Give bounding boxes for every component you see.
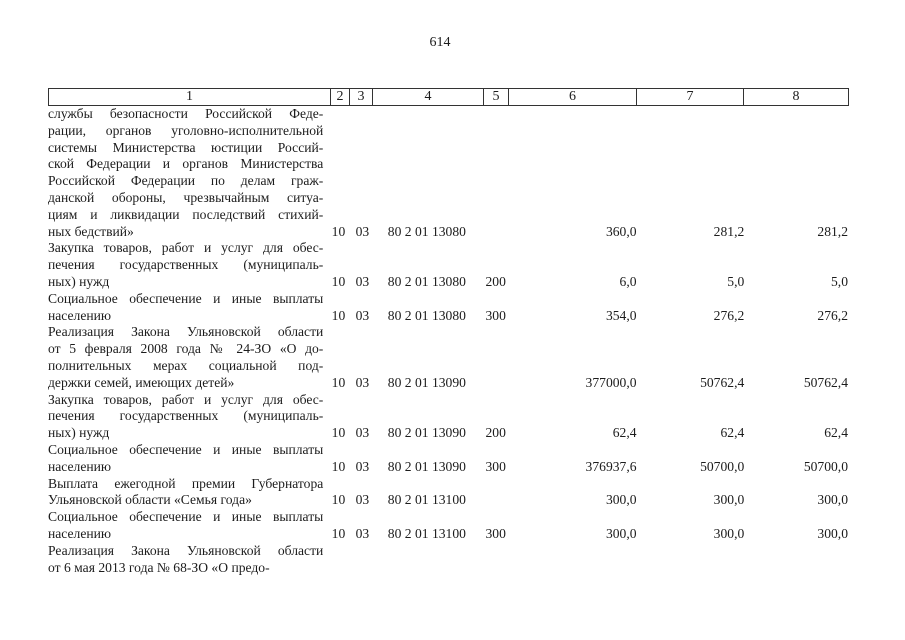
cell-c2: 10 <box>331 223 346 239</box>
row-description <box>48 240 323 290</box>
cell-c5: 300 <box>485 307 506 323</box>
cell-c2: 10 <box>331 492 346 508</box>
description-line: циям и ликвидации последствий стихий- <box>48 206 324 222</box>
cell-c8: 50700,0 <box>803 458 848 474</box>
cell-c6: 300,0 <box>605 525 637 541</box>
description-line: ской Федерации и органов Министерства <box>48 156 324 172</box>
cell-c3: 03 <box>355 425 370 441</box>
cell-c2: 10 <box>331 273 346 289</box>
table-row <box>48 324 848 391</box>
table-row <box>48 476 848 510</box>
table-row <box>48 291 848 325</box>
description-line: Социальное обеспечение и иные выплаты <box>48 509 324 525</box>
cell-c3: 03 <box>355 273 370 289</box>
column-header-6: 6 <box>509 89 637 106</box>
cell-c3: 03 <box>355 307 370 323</box>
cell-c8: 300,0 <box>817 525 848 541</box>
table-row <box>48 442 848 476</box>
cell-c8: 281,2 <box>817 223 848 239</box>
cell-c4: 80 2 01 13100 <box>387 492 466 508</box>
cell-c8: 62,4 <box>824 425 848 441</box>
cell-c5: 200 <box>485 425 506 441</box>
description-line: полнительных мерах социальной под- <box>48 357 324 373</box>
description-line: населению <box>48 458 112 474</box>
table-row <box>48 543 848 577</box>
row-description <box>48 291 323 325</box>
row-description <box>48 476 323 510</box>
cell-c5: 200 <box>485 273 506 289</box>
column-header-5: 5 <box>484 89 509 106</box>
cell-c2: 10 <box>331 525 346 541</box>
cell-c3: 03 <box>355 223 370 239</box>
cell-c7: 300,0 <box>713 492 745 508</box>
column-header-7: 7 <box>637 89 744 106</box>
description-line: ных) нужд <box>48 273 110 289</box>
description-line: ных бедствий» <box>48 223 134 239</box>
column-header-2: 2 <box>331 89 350 106</box>
column-header-8: 8 <box>744 89 849 106</box>
description-line: от 6 мая 2013 года № 68-ЗО «О предо- <box>48 559 270 575</box>
cell-c5: 300 <box>485 458 506 474</box>
description-line: Социальное обеспечение и иные выплаты <box>48 441 324 457</box>
row-description <box>48 392 323 442</box>
cell-c3: 03 <box>355 492 370 508</box>
cell-c4: 80 2 01 13080 <box>387 223 466 239</box>
description-line: печения государственных (муниципаль- <box>48 408 324 424</box>
cell-c6: 6,0 <box>619 273 637 289</box>
cell-c6: 377000,0 <box>585 374 637 390</box>
table-row <box>48 509 848 543</box>
column-header-3: 3 <box>350 89 373 106</box>
column-header-row <box>48 88 849 106</box>
description-line: ных) нужд <box>48 425 110 441</box>
cell-c6: 300,0 <box>605 492 637 508</box>
cell-c8: 300,0 <box>817 492 848 508</box>
cell-c3: 03 <box>355 458 370 474</box>
cell-c7: 50700,0 <box>700 458 745 474</box>
cell-c4: 80 2 01 13100 <box>387 525 466 541</box>
column-header-4: 4 <box>373 89 484 106</box>
cell-c2: 10 <box>331 425 346 441</box>
description-line: Реализация Закона Ульяновской области <box>48 542 324 558</box>
budget-table-body <box>48 106 848 576</box>
description-line: Ульяновской области «Семья года» <box>48 492 252 508</box>
page-number: 614 <box>429 35 451 50</box>
description-line: данской обороны, чрезвычайным ситуа- <box>48 189 324 205</box>
cell-c7: 300,0 <box>713 525 745 541</box>
cell-c3: 03 <box>355 374 370 390</box>
cell-c2: 10 <box>331 374 346 390</box>
cell-c4: 80 2 01 13080 <box>387 273 466 289</box>
description-line: держки семей, имеющих детей» <box>48 374 235 390</box>
description-line: Закупка товаров, работ и услуг для обес- <box>48 391 324 407</box>
description-line: системы Министерства юстиции Россий- <box>48 139 324 155</box>
row-description <box>48 543 323 577</box>
description-line: Социальное обеспечение и иные выплаты <box>48 290 324 306</box>
description-line: Закупка товаров, работ и услуг для обес- <box>48 240 324 256</box>
cell-c8: 276,2 <box>817 307 848 323</box>
cell-c5: 300 <box>485 525 506 541</box>
cell-c3: 03 <box>355 525 370 541</box>
description-line: рации, органов уголовно-исполнительной <box>48 122 324 138</box>
cell-c8: 5,0 <box>831 273 848 289</box>
cell-c6: 376937,6 <box>585 458 637 474</box>
column-header-1: 1 <box>49 89 331 106</box>
cell-c2: 10 <box>331 458 346 474</box>
cell-c7: 5,0 <box>727 273 745 289</box>
cell-c6: 62,4 <box>612 425 637 441</box>
cell-c2: 10 <box>331 307 346 323</box>
cell-c7: 281,2 <box>713 223 745 239</box>
table-row <box>48 392 848 442</box>
cell-c4: 80 2 01 13090 <box>387 374 466 390</box>
row-description <box>48 442 323 476</box>
cell-c7: 62,4 <box>720 425 745 441</box>
row-description <box>48 509 323 543</box>
description-line: от 5 февраля 2008 года № 24-ЗО «О до- <box>48 341 324 357</box>
description-line: печения государственных (муниципаль- <box>48 257 324 273</box>
cell-c4: 80 2 01 13090 <box>387 425 466 441</box>
cell-c4: 80 2 01 13090 <box>387 458 466 474</box>
cell-c8: 50762,4 <box>803 374 848 390</box>
cell-c6: 360,0 <box>605 223 637 239</box>
description-line: Реализация Закона Ульяновской области <box>48 324 324 340</box>
description-line: населению <box>48 307 112 323</box>
row-description <box>48 106 323 240</box>
cell-c7: 276,2 <box>713 307 745 323</box>
description-line: Выплата ежегодной премии Губернатора <box>48 475 324 491</box>
cell-c7: 50762,4 <box>700 374 745 390</box>
table-row <box>48 106 848 240</box>
cell-c6: 354,0 <box>605 307 637 323</box>
description-line: службы безопасности Российской Феде- <box>48 106 324 121</box>
description-line: населению <box>48 525 112 541</box>
description-line: Российской Федерации по делам граж- <box>48 173 324 189</box>
row-description <box>48 324 323 391</box>
table-row <box>48 240 848 290</box>
cell-c4: 80 2 01 13080 <box>387 307 466 323</box>
